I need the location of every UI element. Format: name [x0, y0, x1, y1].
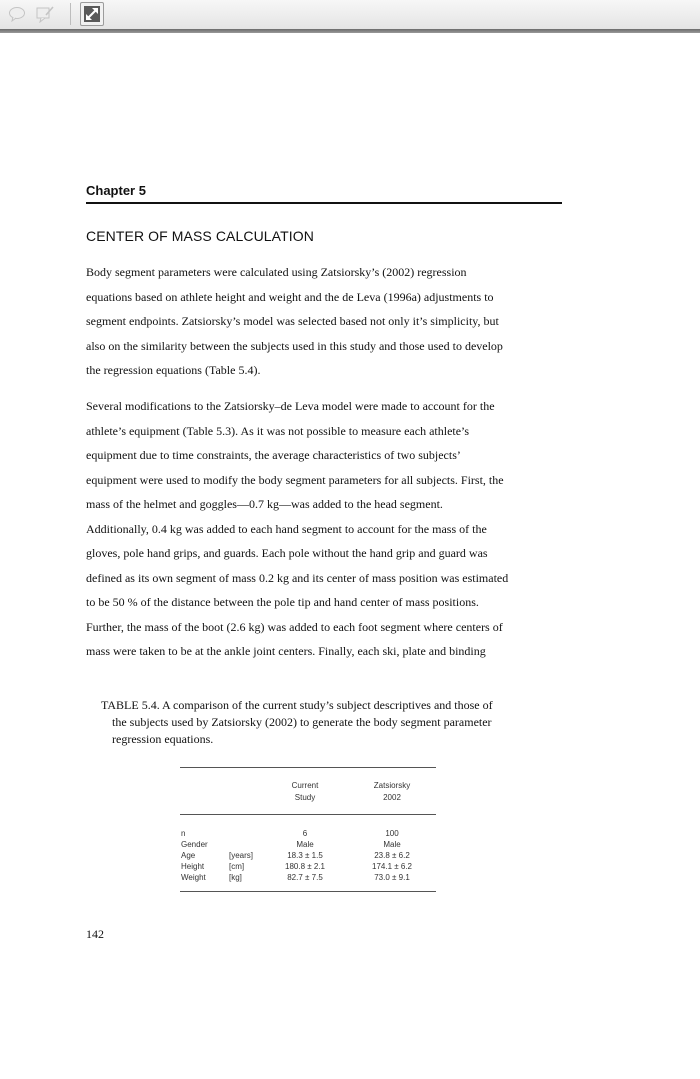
text-line: Body segment parameters were calculated using Zatsiorsky’s (2002) regression — [86, 265, 467, 279]
text-line: athlete’s equipment (Table 5.3). As it was not possible to measure each athlete’s — [86, 423, 470, 438]
chapter-heading: Chapter 5 — [86, 183, 146, 198]
row-current: 6 — [302, 829, 308, 838]
row-zatsiorsky: 100 — [385, 829, 399, 838]
text-line: equations based on athlete height and weight and the de Leva (1996a) adjustments to — [86, 289, 494, 304]
row-unit: [kg] — [229, 873, 242, 882]
caption-line: the subjects used by Zatsiorsky (2002) to generate the body segment parameter — [112, 715, 492, 729]
row-current: 82.7 ± 7.5 — [287, 873, 323, 882]
annotate-icon — [35, 5, 55, 23]
table-caption — [101, 697, 551, 748]
page-number: 142 — [86, 927, 104, 941]
row-zatsiorsky: Male — [383, 840, 401, 849]
text-line: to be 50 % of the distance between the pole tip and hand center of mass positions. — [86, 595, 479, 609]
speech-bubble-icon — [8, 6, 26, 22]
text-line: equipment due to time constraints, the average characteristics of two subjects’ — [86, 448, 461, 462]
text-line: equipment were used to modify the body segment parameters for all subjects. First, the — [86, 472, 504, 487]
toolbar-border — [0, 29, 700, 33]
row-zatsiorsky: 174.1 ± 6.2 — [372, 862, 412, 871]
text-line: Additionally, 0.4 kg was added to each hand segment to account for the mass of the — [86, 521, 487, 536]
row-current: 18.3 ± 1.5 — [287, 851, 323, 860]
text-line: also on the similarity between the subjects used in this study and those used to develop — [86, 338, 503, 353]
row-label: Age — [181, 851, 196, 860]
caption-line: regression equations. — [112, 732, 214, 746]
row-label: Height — [181, 862, 205, 871]
row-zatsiorsky: 23.8 ± 6.2 — [374, 851, 410, 860]
paragraph-2 — [86, 394, 564, 664]
table-header-rule — [180, 814, 436, 815]
paragraph-1 — [86, 260, 564, 383]
row-current: Male — [296, 840, 314, 849]
text-line: mass of the helmet and goggles—0.7 kg—was added to the head segment. — [86, 497, 443, 511]
row-label: n — [181, 829, 186, 838]
text-line: mass were taken to be at the ankle joint centers. Finally, each ski, plate and binding — [86, 644, 486, 658]
text-line: defined as its own segment of mass 0.2 kg and its center of mass position was estimated — [86, 570, 509, 585]
row-label: Weight — [181, 873, 206, 882]
header-zatsiorsky-sub: 2002 — [383, 793, 401, 802]
header-current-sub: Study — [294, 793, 316, 802]
table-bottom-rule — [180, 891, 436, 892]
fullscreen-button[interactable] — [80, 2, 104, 26]
caption-line: TABLE 5.4. A comparison of the current study’s subject descriptives and those of — [101, 698, 493, 712]
table-top-rule — [180, 767, 436, 768]
row-zatsiorsky: 73.0 ± 9.1 — [374, 873, 410, 882]
section-title: CENTER OF MASS CALCULATION — [86, 228, 314, 244]
header-zatsiorsky: Zatsiorsky — [373, 781, 411, 790]
row-unit: [cm] — [229, 862, 245, 871]
comment-button[interactable] — [6, 3, 28, 25]
text-line: segment endpoints. Zatsiorsky’s model was selected based not only it’s simplicity, but — [86, 314, 499, 328]
text-line: Further, the mass of the boot (2.6 kg) was added to each foot segment where centers of — [86, 619, 503, 634]
chapter-rule — [86, 202, 562, 204]
expand-arrows-icon — [83, 5, 101, 23]
text-line: the regression equations (Table 5.4). — [86, 363, 261, 377]
row-label: Gender — [181, 840, 208, 849]
text-line: gloves, pole hand grips, and guards. Each pole without the hand grip and guard was — [86, 546, 488, 560]
toolbar-separator — [70, 3, 71, 25]
row-unit: [years] — [229, 851, 254, 860]
header-current: Current — [291, 781, 319, 790]
text-line: Several modifications to the Zatsiorsky–de Leva model were made to account for the — [86, 399, 495, 413]
annotate-button[interactable] — [34, 3, 56, 25]
viewer-toolbar — [0, 0, 700, 30]
row-current: 180.8 ± 2.1 — [285, 862, 325, 871]
